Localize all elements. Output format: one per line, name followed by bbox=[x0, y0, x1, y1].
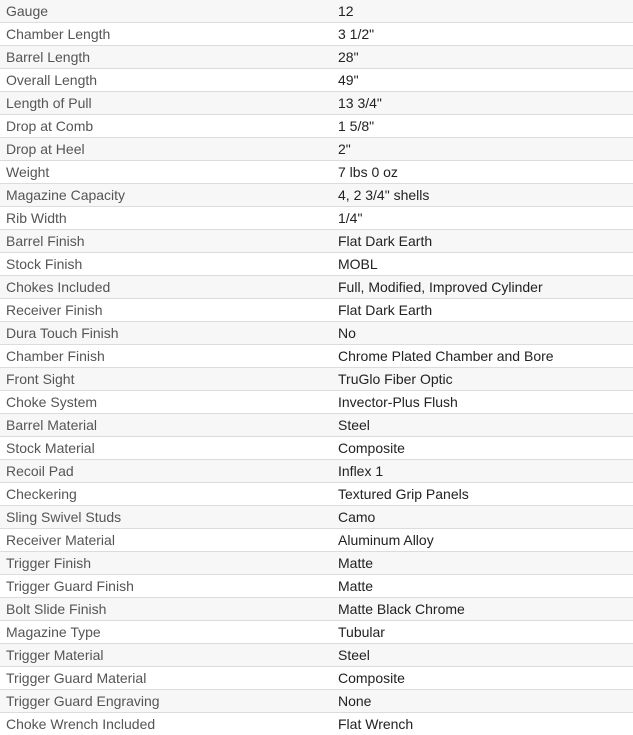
spec-label: Overall Length bbox=[0, 69, 332, 92]
table-row bbox=[0, 575, 633, 598]
spec-value: 1 5/8" bbox=[332, 115, 633, 138]
spec-value: No bbox=[332, 322, 633, 345]
spec-label: Sling Swivel Studs bbox=[0, 506, 332, 529]
spec-label: Chamber Length bbox=[0, 23, 332, 46]
table-row bbox=[0, 184, 633, 207]
spec-value: Aluminum Alloy bbox=[332, 529, 633, 552]
table-row bbox=[0, 713, 633, 735]
spec-value: Matte bbox=[332, 575, 633, 598]
table-row bbox=[0, 460, 633, 483]
spec-label: Trigger Guard Material bbox=[0, 667, 332, 690]
spec-label: Weight bbox=[0, 161, 332, 184]
spec-label: Drop at Comb bbox=[0, 115, 332, 138]
spec-value: Matte Black Chrome bbox=[332, 598, 633, 621]
spec-label: Chokes Included bbox=[0, 276, 332, 299]
spec-value: MOBL bbox=[332, 253, 633, 276]
spec-value: None bbox=[332, 690, 633, 713]
spec-value: 49" bbox=[332, 69, 633, 92]
spec-value: Steel bbox=[332, 414, 633, 437]
table-row bbox=[0, 506, 633, 529]
spec-label: Barrel Finish bbox=[0, 230, 332, 253]
spec-label: Magazine Type bbox=[0, 621, 332, 644]
spec-value: TruGlo Fiber Optic bbox=[332, 368, 633, 391]
spec-value: 2" bbox=[332, 138, 633, 161]
table-row bbox=[0, 207, 633, 230]
table-row bbox=[0, 299, 633, 322]
spec-value: Camo bbox=[332, 506, 633, 529]
spec-value: Composite bbox=[332, 437, 633, 460]
table-row bbox=[0, 621, 633, 644]
spec-label: Barrel Material bbox=[0, 414, 332, 437]
spec-label: Bolt Slide Finish bbox=[0, 598, 332, 621]
spec-label: Trigger Guard Engraving bbox=[0, 690, 332, 713]
table-row bbox=[0, 644, 633, 667]
spec-value: Tubular bbox=[332, 621, 633, 644]
table-row bbox=[0, 391, 633, 414]
table-row bbox=[0, 437, 633, 460]
table-row bbox=[0, 138, 633, 161]
table-row bbox=[0, 690, 633, 713]
table-row bbox=[0, 253, 633, 276]
spec-value: 12 bbox=[332, 0, 633, 23]
spec-label: Choke Wrench Included bbox=[0, 713, 332, 735]
table-row bbox=[0, 115, 633, 138]
spec-value: Invector-Plus Flush bbox=[332, 391, 633, 414]
spec-label: Gauge bbox=[0, 0, 332, 23]
spec-label: Barrel Length bbox=[0, 46, 332, 69]
spec-label: Checkering bbox=[0, 483, 332, 506]
spec-label: Front Sight bbox=[0, 368, 332, 391]
spec-label: Rib Width bbox=[0, 207, 332, 230]
spec-value: 4, 2 3/4" shells bbox=[332, 184, 633, 207]
spec-value: 13 3/4" bbox=[332, 92, 633, 115]
spec-value: 1/4" bbox=[332, 207, 633, 230]
spec-label: Trigger Finish bbox=[0, 552, 332, 575]
spec-label: Trigger Material bbox=[0, 644, 332, 667]
spec-label: Receiver Finish bbox=[0, 299, 332, 322]
spec-label: Drop at Heel bbox=[0, 138, 332, 161]
spec-label: Recoil Pad bbox=[0, 460, 332, 483]
spec-value: Full, Modified, Improved Cylinder bbox=[332, 276, 633, 299]
spec-value: 7 lbs 0 oz bbox=[332, 161, 633, 184]
table-row bbox=[0, 322, 633, 345]
spec-value: Chrome Plated Chamber and Bore bbox=[332, 345, 633, 368]
spec-value: Inflex 1 bbox=[332, 460, 633, 483]
table-row bbox=[0, 368, 633, 391]
table-row bbox=[0, 483, 633, 506]
table-row bbox=[0, 161, 633, 184]
table-row bbox=[0, 598, 633, 621]
spec-label: Trigger Guard Finish bbox=[0, 575, 332, 598]
table-row bbox=[0, 345, 633, 368]
spec-value: Flat Dark Earth bbox=[332, 230, 633, 253]
spec-label: Choke System bbox=[0, 391, 332, 414]
spec-value: Textured Grip Panels bbox=[332, 483, 633, 506]
spec-label: Stock Finish bbox=[0, 253, 332, 276]
spec-label: Dura Touch Finish bbox=[0, 322, 332, 345]
table-row bbox=[0, 276, 633, 299]
spec-value: 3 1/2" bbox=[332, 23, 633, 46]
spec-label: Receiver Material bbox=[0, 529, 332, 552]
spec-value: Composite bbox=[332, 667, 633, 690]
spec-label: Magazine Capacity bbox=[0, 184, 332, 207]
table-row bbox=[0, 23, 633, 46]
spec-label: Length of Pull bbox=[0, 92, 332, 115]
spec-label: Stock Material bbox=[0, 437, 332, 460]
spec-value: 28" bbox=[332, 46, 633, 69]
spec-value: Flat Wrench bbox=[332, 713, 633, 735]
spec-value: Flat Dark Earth bbox=[332, 299, 633, 322]
spec-value: Matte bbox=[332, 552, 633, 575]
table-row bbox=[0, 552, 633, 575]
table-row bbox=[0, 69, 633, 92]
table-row bbox=[0, 0, 633, 23]
table-row bbox=[0, 414, 633, 437]
table-row bbox=[0, 529, 633, 552]
spec-value: Steel bbox=[332, 644, 633, 667]
table-row bbox=[0, 92, 633, 115]
table-row bbox=[0, 667, 633, 690]
table-row bbox=[0, 46, 633, 69]
table-row bbox=[0, 230, 633, 253]
spec-label: Chamber Finish bbox=[0, 345, 332, 368]
